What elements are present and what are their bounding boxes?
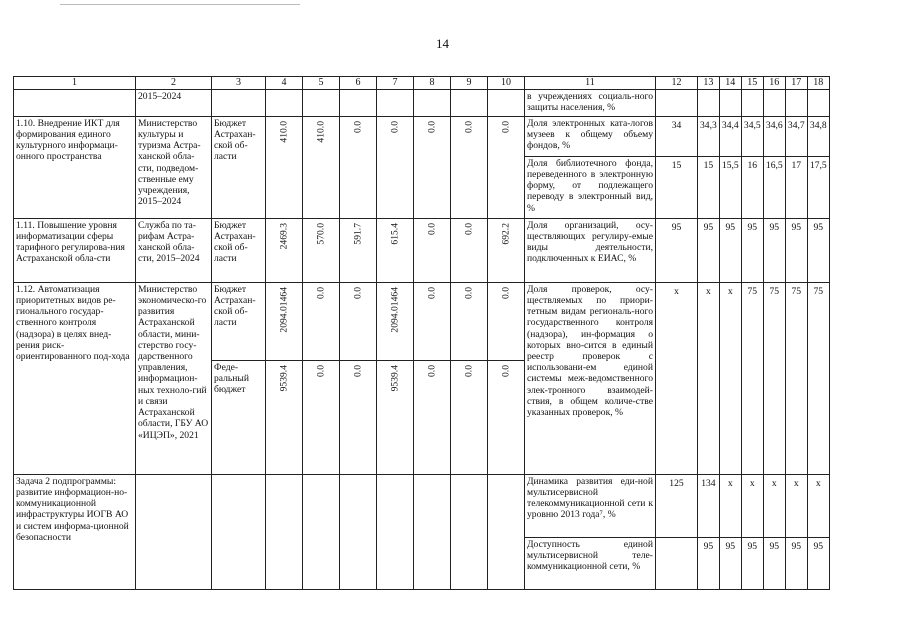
header-cell: 11 (525, 77, 656, 90)
indicator-value: 17 (785, 156, 807, 218)
header-row (14, 77, 830, 90)
indicator-value: 95 (719, 218, 741, 282)
cell-task: Задача 2 подпрограммы: развитие информацион-но-коммуникационной инфраструктуры ИОГВ АО и систем информа-ционной безопасности (14, 474, 136, 589)
cell-executor: Министерство экономическо-го развития Астраханской области, мини-стерство госу-дарственного управления, информацион-ных техноло-гий и связи Астраханской области, ГБУ АО «ИЦЭП», 2021 (136, 282, 212, 474)
indicator-value: 15 (698, 156, 720, 218)
cell-indicator: Доля проверок, осу-ществляемых по приори-тетным видам региональ-ного государственного контроля (надзора), ин-формация о которых вно-сится в единый реестр проверок с использовани-ем единой системы меж-ведомственного элек-тронного взаимодей-ствия, в общем количе-стве указанных проверок, % (525, 282, 656, 474)
amount-year: 0.0 (414, 218, 451, 282)
indicator-value: x (698, 282, 720, 474)
indicator-value: 95 (719, 537, 741, 589)
row-1-12 (14, 282, 830, 360)
indicator-value: 34,6 (763, 116, 785, 156)
header-cell: 16 (763, 77, 785, 90)
indicator-value: 95 (763, 537, 785, 589)
cell-indicator: Динамика развития еди-ной мультисервисной телекоммуникационной сети к уровню 2013 года⁷, % (525, 474, 656, 537)
cell-executor: Министерство культуры и туризма Астра-ханской обла-сти, подведом-ственные ему учреждения, 2015–2024 (136, 116, 212, 218)
amount-year: 0.0 (451, 218, 488, 282)
header-cell: 9 (451, 77, 488, 90)
header-cell: 6 (340, 77, 377, 90)
row-task-2 (14, 474, 830, 537)
scan-top-line (60, 4, 300, 5)
amount-year: 0.0 (488, 116, 525, 218)
header-cell: 13 (698, 77, 720, 90)
header-cell: 17 (785, 77, 807, 90)
amount-year: 0.0 (451, 360, 488, 474)
amount-year: 410.0 (303, 116, 340, 218)
indicator-value: 34,8 (807, 116, 829, 156)
cell-source: Бюджет Астрахан-ской об-ласти (212, 116, 266, 218)
cell-measure (14, 89, 136, 116)
amount-total: 9539.4 (266, 360, 303, 474)
header-cell: 1 (14, 77, 136, 90)
indicator-value: 95 (807, 218, 829, 282)
amount-year: 591.7 (340, 218, 377, 282)
continuation-row (14, 89, 830, 116)
header-cell: 8 (414, 77, 451, 90)
indicator-value: 15 (656, 156, 698, 218)
cell-source: Бюджет Астрахан-ской об-ласти (212, 282, 266, 360)
indicator-value: x (785, 474, 807, 537)
indicator-value: 75 (807, 282, 829, 474)
amount-year: 0.0 (377, 116, 414, 218)
header-cell: 7 (377, 77, 414, 90)
amount-year: 2094.01464 (377, 282, 414, 360)
indicator-value: 95 (698, 218, 720, 282)
indicator-value: 75 (763, 282, 785, 474)
amount-total: 2094.01464 (266, 282, 303, 360)
header-cell: 10 (488, 77, 525, 90)
indicator-value: x (741, 474, 763, 537)
amount-year: 0.0 (451, 282, 488, 360)
indicator-value: 95 (763, 218, 785, 282)
indicator-value (656, 537, 698, 589)
indicator-value: 34,4 (719, 116, 741, 156)
amount-total: 410.0 (266, 116, 303, 218)
amount-year: 0.0 (414, 282, 451, 360)
amount-year: 9539.4 (377, 360, 414, 474)
amount-year: 0.0 (414, 360, 451, 474)
amount-year: 615.4 (377, 218, 414, 282)
indicator-value: x (763, 474, 785, 537)
cell-measure: 1.10. Внедрение ИКТ для формирования единого культурного информаци-онного пространства (14, 116, 136, 218)
program-table (13, 76, 830, 590)
indicator-value: 75 (741, 282, 763, 474)
cell-indicator: Доля организаций, осу-ществляющих регулиру-емые виды деятельности, подключенных к ЕИАС, % (525, 218, 656, 282)
indicator-value: 95 (785, 218, 807, 282)
indicator-value: 17,5 (807, 156, 829, 218)
header-cell: 12 (656, 77, 698, 90)
header-cell: 2 (136, 77, 212, 90)
indicator-value: 34 (656, 116, 698, 156)
indicator-value: 95 (741, 537, 763, 589)
amount-year: 0.0 (414, 116, 451, 218)
indicator-value: 125 (656, 474, 698, 537)
cell-source: Бюджет Астрахан-ской об-ласти (212, 218, 266, 282)
page-number: 14 (436, 36, 449, 51)
indicator-value: x (656, 282, 698, 474)
cell-indicator: Доступность единой мультисервисной теле-коммуникационной сети, % (525, 537, 656, 589)
indicator-value: 95 (785, 537, 807, 589)
indicator-value: 15,5 (719, 156, 741, 218)
indicator-value: x (719, 282, 741, 474)
indicator-value: 16,5 (763, 156, 785, 218)
amount-year: 692.2 (488, 218, 525, 282)
amount-year: 0.0 (488, 282, 525, 360)
cell-measure: 1.12. Автоматизация приоритетных видов ре-гионального государ-ственного контроля (надзора) в целях внед-рения риск-ориентированного под-хода (14, 282, 136, 474)
row-1-10 (14, 116, 830, 156)
amount-year: 0.0 (340, 360, 377, 474)
indicator-value: 34,5 (741, 116, 763, 156)
amount-year: 0.0 (340, 282, 377, 360)
cell-source: Феде-ральный бюджет (212, 360, 266, 474)
row-1-11 (14, 218, 830, 282)
header-cell: 14 (719, 77, 741, 90)
amount-year: 0.0 (303, 282, 340, 360)
cell-measure: 1.11. Повышение уровня информатизации сферы тарифного регулирова-ния Астраханской обла-сти (14, 218, 136, 282)
header-cell: 3 (212, 77, 266, 90)
cell-indicator: Доля библиотечного фонда, переведенного в электронную форму, от подлежащего переводу в электронный вид, % (525, 156, 656, 218)
amount-total: 2469.3 (266, 218, 303, 282)
indicator-value: 95 (698, 537, 720, 589)
amount-year: 0.0 (303, 360, 340, 474)
indicator-value: 34,7 (785, 116, 807, 156)
indicator-value: 95 (656, 218, 698, 282)
header-cell: 5 (303, 77, 340, 90)
amount-year: 570.0 (303, 218, 340, 282)
cell-indicator: Доля электронных ката-логов музеев к общему объему фондов, % (525, 116, 656, 156)
amount-year: 0.0 (340, 116, 377, 218)
amount-year: 0.0 (488, 360, 525, 474)
indicator-value: 95 (807, 537, 829, 589)
indicator-value: 95 (741, 218, 763, 282)
amount-year: 0.0 (451, 116, 488, 218)
cell-source (212, 89, 266, 116)
header-cell: 15 (741, 77, 763, 90)
indicator-value: x (719, 474, 741, 537)
indicator-value: 34,3 (698, 116, 720, 156)
header-cell: 4 (266, 77, 303, 90)
cell-indicator: в учреждениях социаль-ного защиты населения, % (525, 89, 656, 116)
indicator-value: 75 (785, 282, 807, 474)
indicator-value: 134 (698, 474, 720, 537)
cell-executor: Служба по та-рифам Астра-ханской обла-сти, 2015–2024 (136, 218, 212, 282)
header-cell: 18 (807, 77, 829, 90)
indicator-value: 16 (741, 156, 763, 218)
cell-executor: 2015–2024 (136, 89, 212, 116)
indicator-value: x (807, 474, 829, 537)
